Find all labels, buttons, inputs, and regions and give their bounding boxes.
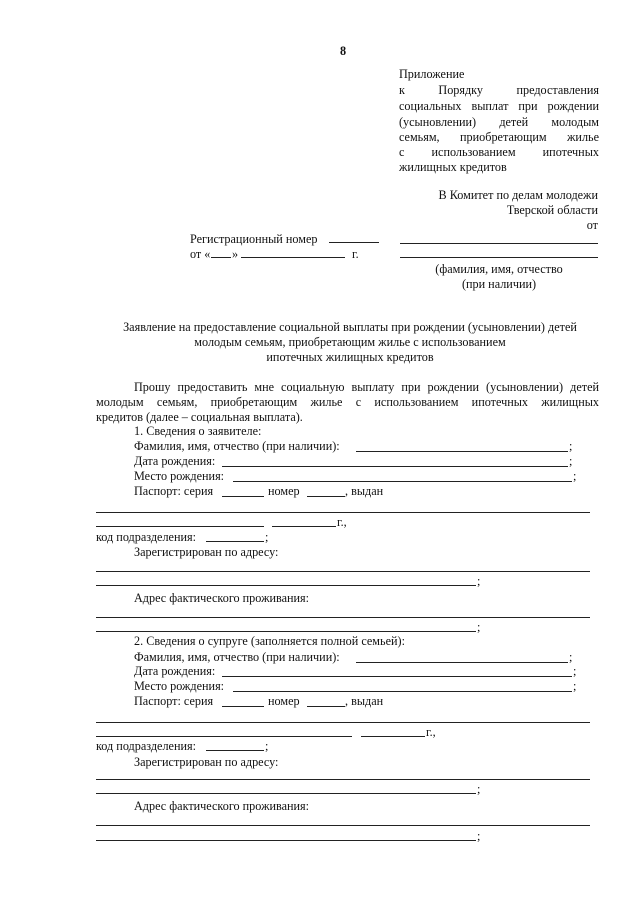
applicant-registered-address-field-2[interactable] (96, 585, 476, 586)
applicant-passport-issued-label: , выдан (345, 484, 384, 498)
applicant-fio-semicolon: ; (569, 439, 573, 453)
appendix-line-3: социальных выплат при рождении (399, 99, 599, 113)
applicant-birth-date-semicolon: ; (569, 454, 573, 468)
applicant-passport-series-field[interactable] (222, 496, 264, 497)
spouse-passport-series-field[interactable] (222, 706, 264, 707)
applicant-registered-address-label: Зарегистрирован по адресу: (134, 545, 279, 559)
spouse-division-code-label: код подразделения: (96, 739, 196, 753)
spouse-birth-place-field[interactable] (233, 691, 572, 692)
title-line-2: молодым семьям, приобретающим жилье с использованием (194, 335, 506, 349)
applicant-division-code-semicolon: ; (265, 530, 269, 544)
applicant-actual-address-semicolon: ; (477, 620, 481, 634)
applicant-registered-address-semicolon: ; (477, 574, 481, 588)
spouse-birth-place-label: Место рождения: (134, 679, 225, 693)
applicant-actual-address-label: Адрес фактического проживания: (134, 591, 310, 605)
spouse-actual-address-semicolon: ; (477, 829, 481, 843)
spouse-heading: 2. Сведения о супруге (заполняется полной семьей): (134, 634, 405, 648)
applicant-passport-number-field[interactable] (307, 496, 345, 497)
applicant-fio-label: Фамилия, имя, отчество (при наличии): (134, 439, 340, 453)
spouse-issued-by-field[interactable] (96, 722, 590, 723)
appendix-line-1: Приложение (399, 67, 465, 81)
applicant-birth-date-label: Дата рождения: (134, 454, 216, 468)
applicant-registered-address-field-1[interactable] (96, 571, 590, 572)
applicant-issued-by-field-2[interactable] (96, 526, 264, 527)
title-line-3: ипотечных жилищных кредитов (266, 350, 434, 364)
registration-number-field[interactable] (329, 242, 379, 243)
spouse-issue-date-field[interactable] (361, 736, 425, 737)
spouse-registered-address-field-2[interactable] (96, 793, 476, 794)
applicant-actual-address-field-2[interactable] (96, 631, 476, 632)
spouse-fio-label: Фамилия, имя, отчество (при наличии): (134, 650, 340, 664)
spouse-year-suffix: г., (426, 725, 436, 739)
spouse-passport-number-label: номер (268, 694, 300, 708)
spouse-birth-date-semicolon: ; (573, 664, 577, 678)
registration-year-suffix: г. (352, 247, 359, 261)
spouse-birth-place-semicolon: ; (573, 679, 577, 693)
applicant-actual-address-field-1[interactable] (96, 617, 590, 618)
spouse-registered-address-label: Зарегистрирован по адресу: (134, 755, 279, 769)
appendix-line-7: жилищных кредитов (399, 160, 507, 174)
addressee-caption-2: (при наличии) (461, 277, 537, 291)
spouse-division-code-field[interactable] (206, 750, 264, 751)
addressee-blank-2[interactable] (400, 257, 598, 258)
addressee-line-1: В Комитет по делам молодежи (438, 188, 598, 202)
applicant-birth-place-label: Место рождения: (134, 469, 225, 483)
registration-from-prefix: от « (190, 247, 211, 261)
title-line-1: Заявление на предоставление социальной выплаты при рождении (усыновлении) детей (123, 320, 577, 334)
spouse-registered-address-semicolon: ; (477, 782, 481, 796)
applicant-passport-series-label: Паспорт: серия (134, 484, 214, 498)
spouse-passport-issued-label: , выдан (345, 694, 384, 708)
registration-from-mid: » (232, 247, 239, 261)
spouse-actual-address-label: Адрес фактического проживания: (134, 799, 310, 813)
spouse-fio-field[interactable] (356, 662, 568, 663)
spouse-actual-address-field-1[interactable] (96, 825, 590, 826)
spouse-division-code-semicolon: ; (265, 739, 269, 753)
intro-line-2: молодым семьям, приобретающим жилье с использованием ипотечных жилищных (96, 395, 599, 409)
spouse-fio-semicolon: ; (569, 650, 573, 664)
applicant-birth-date-field[interactable] (222, 466, 568, 467)
spouse-issued-by-field-2[interactable] (96, 736, 352, 737)
applicant-issued-by-field[interactable] (96, 512, 590, 513)
applicant-heading: 1. Сведения о заявителе: (134, 424, 262, 438)
registration-label: Регистрационный номер (190, 232, 318, 246)
applicant-birth-place-semicolon: ; (573, 469, 577, 483)
spouse-registered-address-field-1[interactable] (96, 779, 590, 780)
appendix-line-6: с использованием ипотечных (399, 145, 599, 159)
applicant-division-code-label: код подразделения: (96, 530, 196, 544)
addressee-blank-1[interactable] (400, 243, 598, 244)
intro-line-1: Прошу предоставить мне социальную выплату при рождении (усыновлении) детей (134, 380, 599, 394)
applicant-birth-place-field[interactable] (233, 481, 572, 482)
spouse-passport-series-label: Паспорт: серия (134, 694, 214, 708)
appendix-line-4: (усыновлении) детей молодым (399, 115, 599, 129)
applicant-division-code-field[interactable] (206, 541, 264, 542)
applicant-issue-date-field[interactable] (272, 526, 336, 527)
spouse-birth-date-label: Дата рождения: (134, 664, 216, 678)
spouse-birth-date-field[interactable] (222, 676, 572, 677)
registration-month-field[interactable] (241, 257, 345, 258)
applicant-fio-field[interactable] (356, 451, 568, 452)
applicant-year-suffix: г., (337, 515, 347, 529)
spouse-passport-number-field[interactable] (307, 706, 345, 707)
appendix-line-5: семьям, приобретающим жилье (399, 130, 599, 144)
applicant-passport-number-label: номер (268, 484, 300, 498)
spouse-actual-address-field-2[interactable] (96, 840, 476, 841)
appendix-line-2: к Порядку предоставления (399, 83, 599, 97)
registration-day-field[interactable] (211, 257, 231, 258)
addressee-caption-1: (фамилия, имя, отчество (435, 262, 563, 276)
addressee-line-3: от (586, 218, 598, 232)
intro-line-3: кредитов (далее – социальная выплата). (96, 410, 303, 424)
addressee-line-2: Тверской области (506, 203, 598, 217)
page-number: 8 (340, 44, 347, 58)
